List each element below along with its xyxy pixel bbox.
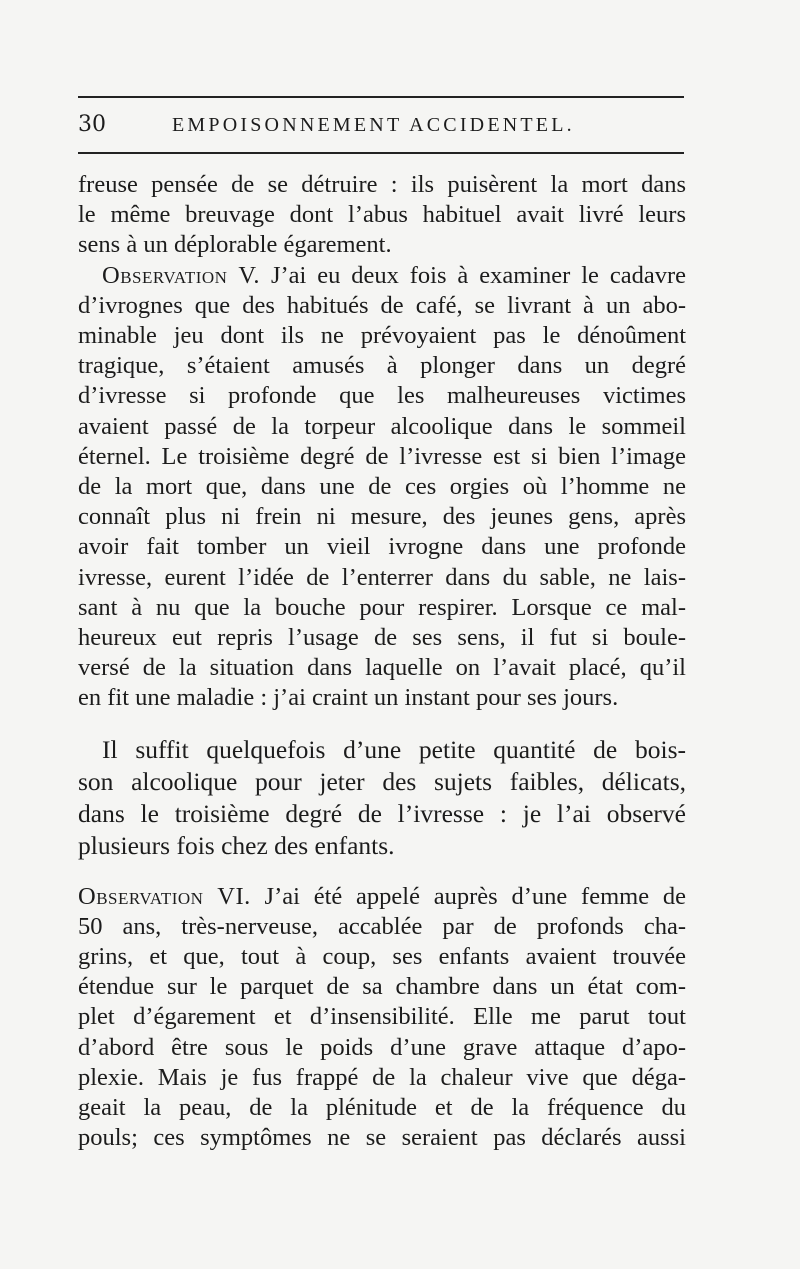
text-line: Il suffit quelquefois d’une petite quantité de bois- xyxy=(102,734,686,764)
text-line: le même breuvage dont l’abus habituel avait livré leurs xyxy=(78,201,686,229)
paragraph-observation-v xyxy=(78,261,686,714)
header-bottom-rule xyxy=(78,152,684,154)
text-line: étendue sur le parquet de sa chambre dans un état com- xyxy=(78,973,686,1001)
text-line: sens à un déplorable égarement. xyxy=(78,231,392,259)
text-line-rest: J’ai été appelé auprès d’une femme de xyxy=(250,882,686,910)
text-line: plet d’égarement et d’insensibilité. Elle me parut tout xyxy=(78,1003,686,1031)
text-line xyxy=(78,261,686,291)
text-line: minable jeu dont ils ne prévoyaient pas le dénoûment xyxy=(78,322,686,350)
text-line: de la mort que, dans une de ces orgies où l’homme ne xyxy=(78,473,686,501)
text-line: versé de la situation dans laquelle on l’avait placé, qu’il xyxy=(78,654,686,682)
text-line: sant à nu que la bouche pour respirer. Lorsque ce mal- xyxy=(78,593,686,621)
text-line: pouls; ces symptômes ne se seraient pas déclarés aussi xyxy=(78,1124,686,1152)
text-line: heureux eut repris l’usage de ses sens, il fut si boule- xyxy=(78,624,686,652)
text-line: d’ivresse si profonde que les malheureuses victimes xyxy=(78,382,686,410)
text-line: avaient passé de la torpeur alcoolique dans le sommeil xyxy=(78,412,686,440)
text-line: d’ivrognes que des habitués de café, se livrant à un abo- xyxy=(78,291,686,319)
text-line: avoir fait tomber un vieil ivrogne dans une profonde xyxy=(78,533,686,561)
running-head xyxy=(78,110,684,140)
text-line: ivresse, eurent l’idée de l’enterrer dans du sable, ne lais- xyxy=(78,563,686,591)
observation-heading: Observation V. xyxy=(102,261,261,289)
paragraph-remark xyxy=(78,734,686,862)
observation-heading: Observation VI. xyxy=(78,882,251,910)
text-line-rest: J’ai eu deux fois à examiner le cadavre xyxy=(260,261,686,289)
text-line: 50 ans, très-nerveuse, accablée par de profonds cha- xyxy=(78,912,686,940)
running-title: EMPOISONNEMENT ACCIDENTEL. xyxy=(172,114,575,136)
text-line: geait la peau, de la plénitude et de la fréquence du xyxy=(78,1094,686,1122)
text-line xyxy=(78,882,686,912)
text-line: plexie. Mais je fus frappé de la chaleur vive que déga- xyxy=(78,1063,686,1091)
text-line: plusieurs fois chez des enfants. xyxy=(78,830,395,860)
text-line: en fit une maladie : j’ai craint un instant pour ses jours. xyxy=(78,684,619,712)
body-text xyxy=(78,170,686,1153)
text-line: d’abord être sous le poids d’une grave attaque d’apo- xyxy=(78,1033,686,1061)
text-line: son alcoolique pour jeter des sujets faibles, délicats, xyxy=(78,766,686,796)
paragraph-observation-vi xyxy=(78,882,686,1154)
page-number: 30 xyxy=(78,112,106,137)
paragraph-continuation xyxy=(78,170,686,261)
text-line: tragique, s’étaient amusés à plonger dans un degré xyxy=(78,352,686,380)
text-line: freuse pensée de se détruire : ils puisèrent la mort dans xyxy=(78,171,686,198)
header-top-rule xyxy=(78,96,684,98)
text-line: éternel. Le troisième degré de l’ivresse est si bien l’image xyxy=(78,442,686,470)
text-line: dans le troisième degré de l’ivresse : je l’ai observé xyxy=(78,798,686,828)
text-line: connaît plus ni frein ni mesure, des jeunes gens, après xyxy=(78,503,686,531)
text-line: grins, et que, tout à coup, ses enfants avaient trouvée xyxy=(78,943,686,971)
